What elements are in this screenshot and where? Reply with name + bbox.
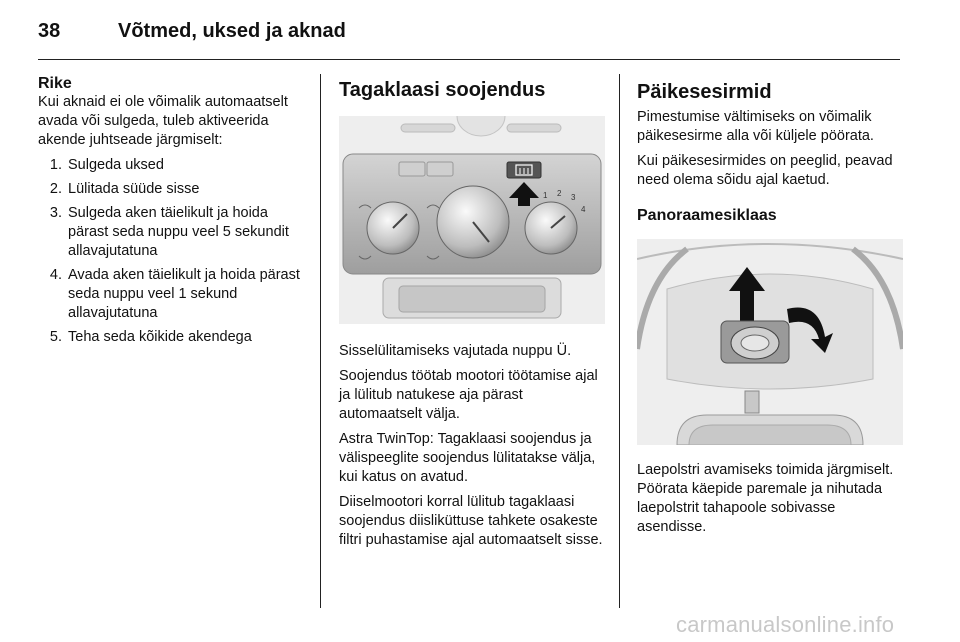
headliner-instructions-text: Laepolstri avamiseks toimida järgmiselt. Pöörata käepide paremale ja nihutada laepolstrit tahapoole sobivasse asendisse. bbox=[637, 462, 894, 535]
watermark: carmanualsonline.info bbox=[676, 612, 895, 637]
malfunction-intro: Kui aknaid ei ole võimalik automaatselt avada või sulgeda, tuleb aktiveerida akende juhtseade järgmiselt: bbox=[38, 94, 288, 148]
dial-label: 4 bbox=[581, 205, 586, 214]
column-divider bbox=[320, 74, 321, 608]
rear-heater-operation-text: Soojendus töötab mootori töötamise ajal ja lülitub natukese aja pärast automaatselt välja. bbox=[339, 368, 598, 422]
climate-control-panel-figure bbox=[339, 116, 605, 324]
column-rear-window-heater bbox=[339, 74, 609, 556]
dial-label: 1 bbox=[543, 191, 548, 200]
column-sun-visors bbox=[637, 74, 905, 543]
diesel-note-text: Diiselmootori korral lülitub tagaklaasi soojendus diisliküttuse tahkete osakeste filtri puhastamise ajal automaatselt sisse. bbox=[339, 494, 603, 548]
list-item: 4. Avada aken täielikult ja hoida pärast seda nuppu veel 1 sekund allavajutatuna bbox=[66, 266, 308, 323]
rear-heater-activation-text: Sisselülitamiseks vajutada nuppu Ü. bbox=[339, 343, 572, 359]
section-heading-rear-heater: Tagaklaasi soojendus bbox=[339, 79, 546, 101]
section-heading-sun-visors: Päikesesirmid bbox=[637, 81, 772, 103]
page-number: 38 bbox=[38, 20, 61, 42]
list-item: 1. Sulgeda uksed bbox=[66, 156, 308, 175]
section-heading-malfunction: Rike bbox=[38, 75, 72, 92]
dial-label: 2 bbox=[557, 189, 562, 198]
list-item: 2. Lülitada süüde sisse bbox=[66, 180, 308, 199]
dial-label: 3 bbox=[571, 193, 576, 202]
headliner-handle-figure bbox=[637, 239, 903, 445]
list-item: 3. Sulgeda aken täielikult ja hoida pärast seda nuppu veel 5 sekundit allavajutatuna bbox=[66, 204, 308, 261]
sun-visor-text: Pimestumise vältimiseks on võimalik päikesesirme alla või küljele pöörata. bbox=[637, 109, 874, 144]
column-window-malfunction bbox=[38, 74, 308, 352]
header-rule bbox=[38, 59, 900, 60]
page-title: Võtmed, uksed ja aknad bbox=[118, 20, 346, 42]
sun-visor-mirror-text: Kui päikesesirmides on peeglid, peavad need olema sõidu ajal kaetud. bbox=[637, 153, 893, 188]
section-heading-panorama-windscreen: Panoraamesiklaas bbox=[637, 207, 777, 224]
twintop-note-text: Astra TwinTop: Tagaklaasi soojendus ja välispeeglite soojendus lülitatakse välja, kui katus on avatud. bbox=[339, 431, 596, 485]
list-item: 5. Teha seda kõikide akendega bbox=[66, 328, 308, 347]
column-divider bbox=[619, 74, 620, 608]
procedure-list bbox=[38, 156, 308, 347]
